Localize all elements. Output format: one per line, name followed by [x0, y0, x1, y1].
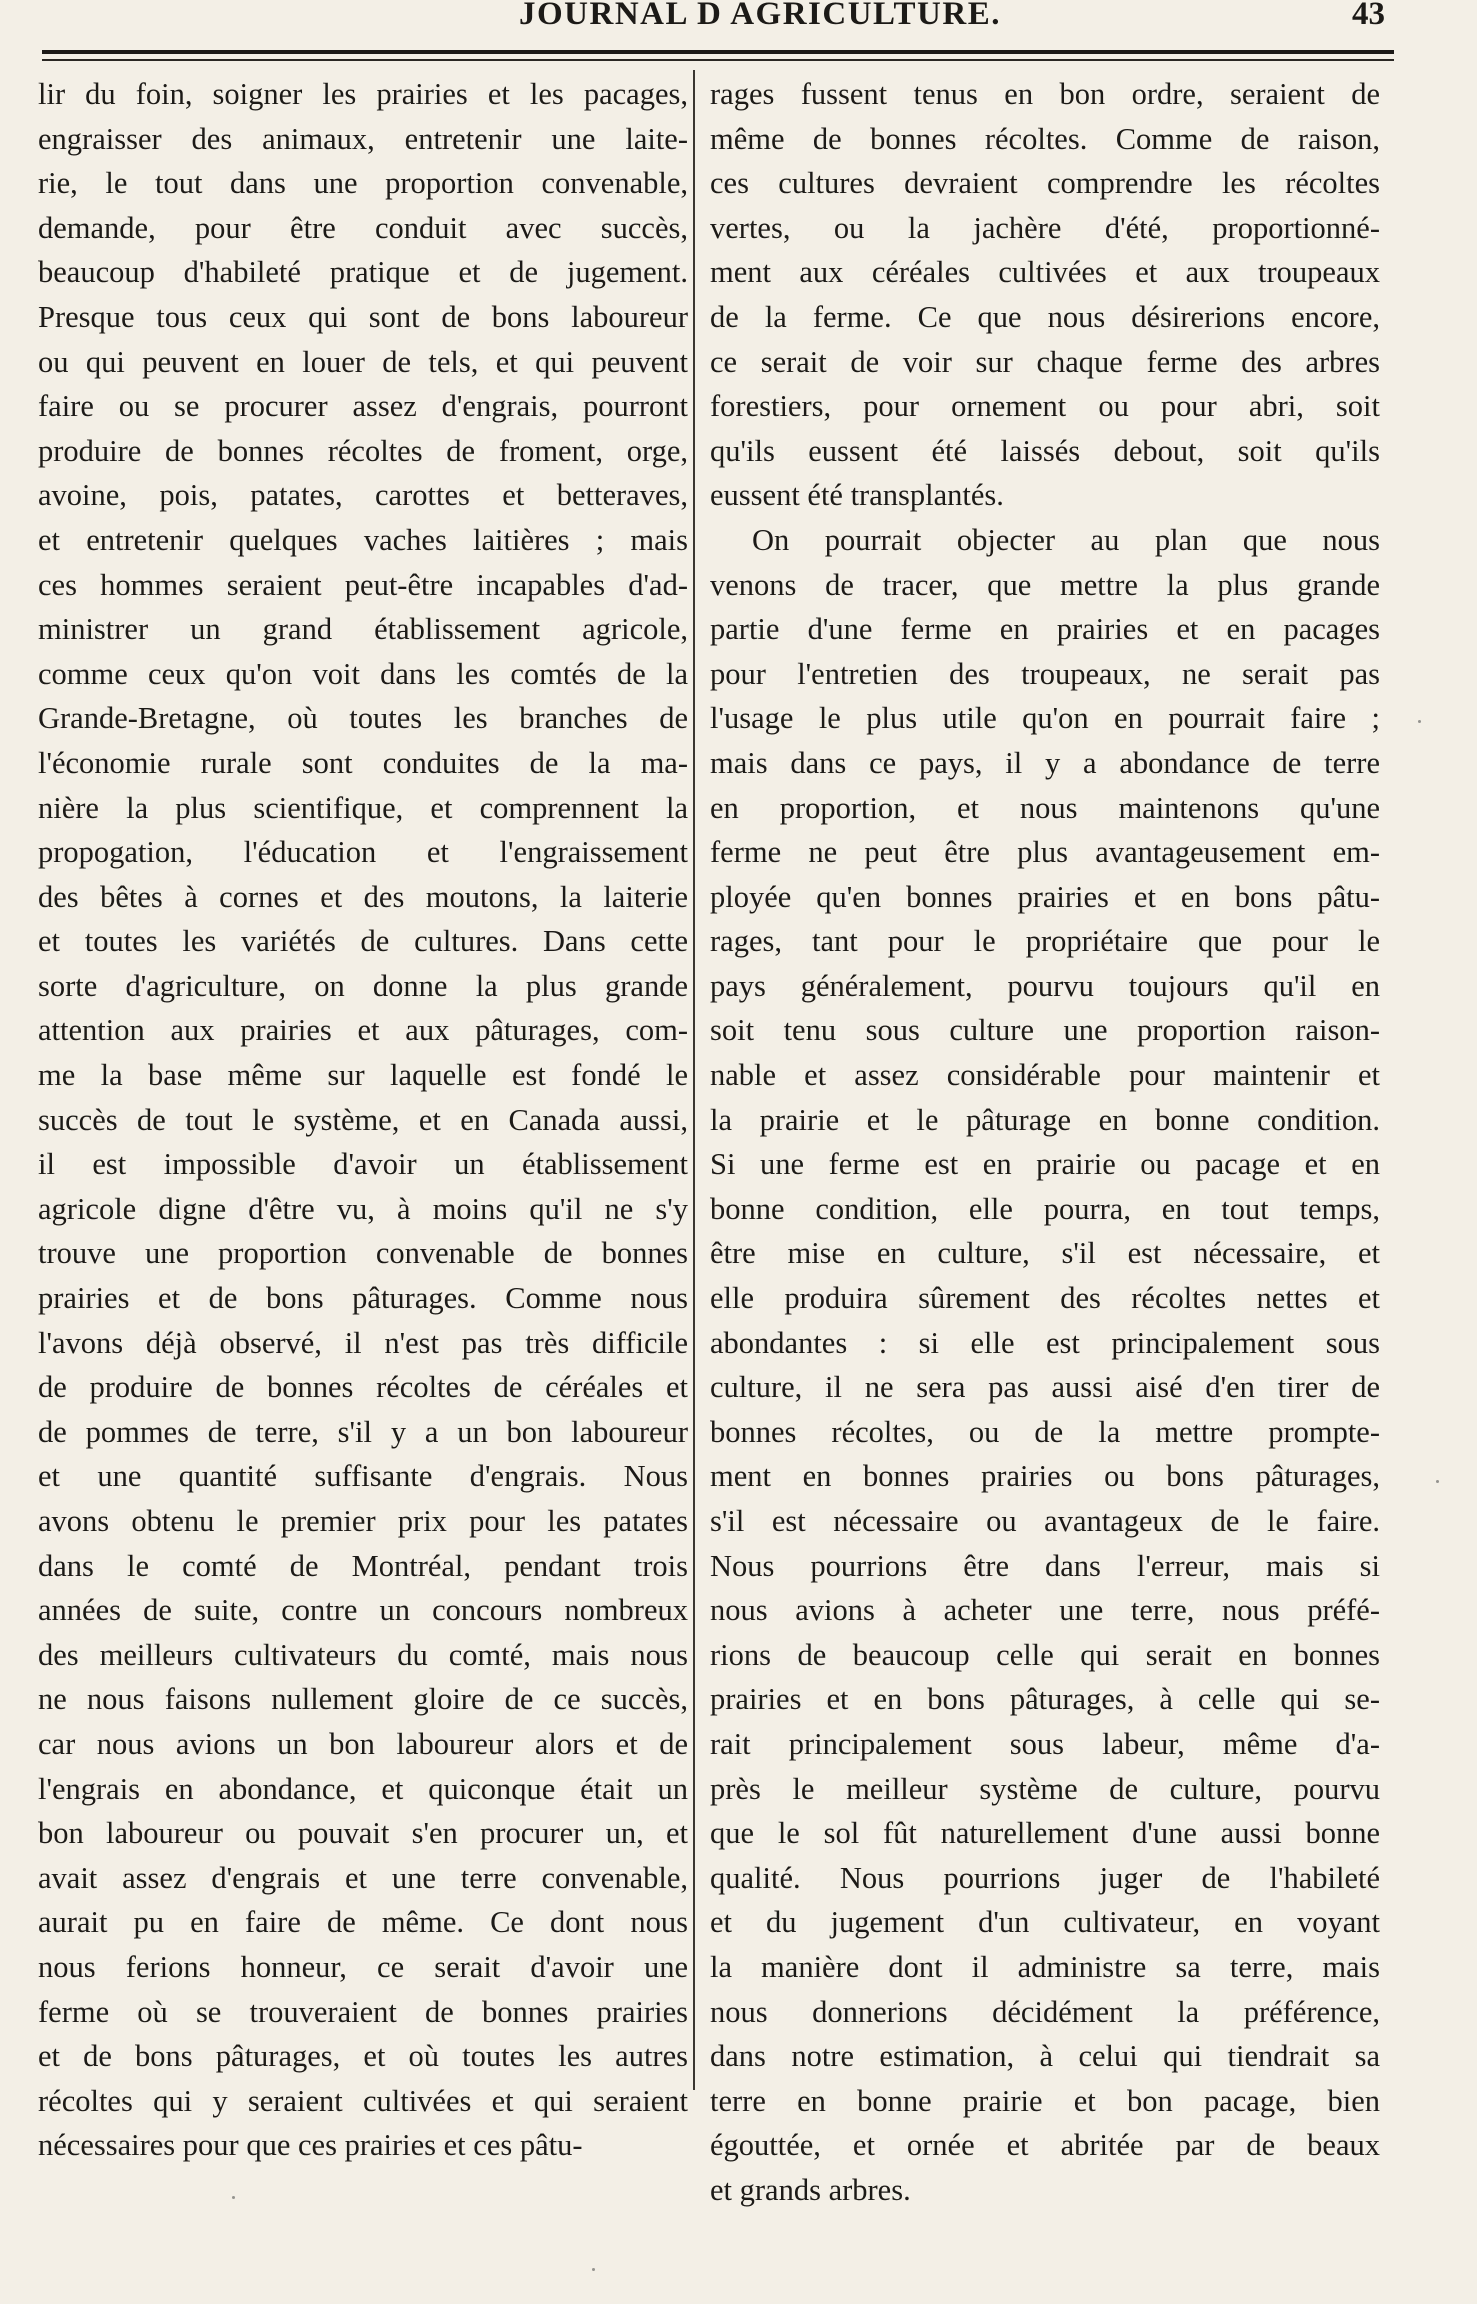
- text-line: avoine, pois, patates, carottes et betteraves,: [38, 478, 688, 513]
- text-line: trouve une proportion convenable de bonnes: [38, 1236, 688, 1271]
- text-line: l'avons déjà observé, il n'est pas très difficile: [38, 1325, 688, 1360]
- header-rule-thick: [42, 50, 1394, 54]
- text-line: ment aux céréales cultivées et aux troupeaux: [710, 255, 1380, 290]
- text-line: il est impossible d'avoir un établissement: [38, 1147, 688, 1182]
- text-line: lir du foin, soigner les prairies et les pacages,: [38, 77, 688, 111]
- text-line: Grande-Bretagne, où toutes les branches de: [38, 701, 688, 736]
- text-line: et grands arbres.: [710, 2172, 911, 2207]
- text-line: elle produira sûrement des récoltes nettes et: [710, 1281, 1380, 1316]
- text-line: et entretenir quelques vaches laitières ; mais: [38, 522, 688, 557]
- text-line: qu'ils eussent été laissés debout, soit qu'ils: [710, 433, 1380, 468]
- text-line: et de bons pâturages, et où toutes les autres: [38, 2039, 688, 2074]
- text-line: que le sol fût naturellement d'une aussi bonne: [710, 1816, 1380, 1851]
- text-line: produire de bonnes récoltes de froment, orge,: [38, 433, 688, 468]
- text-line: On pourrait objecter au plan que nous: [752, 522, 1380, 557]
- text-line: Si une ferme est en prairie ou pacage et en: [710, 1147, 1380, 1182]
- right-column: [710, 72, 1380, 2213]
- text-line: ministrer un grand établissement agricole,: [38, 612, 688, 647]
- text-line: l'économie rurale sont conduites de la ma-: [38, 745, 688, 780]
- text-line: avait assez d'engrais et une terre convenable,: [38, 1860, 688, 1895]
- text-line: culture, il ne sera pas aussi aisé d'en tirer de: [710, 1370, 1380, 1405]
- page-header: [0, 0, 1477, 42]
- text-line: abondantes : si elle est principalement sous: [710, 1325, 1380, 1360]
- print-speck: [1436, 1480, 1439, 1483]
- text-line: nous avions à acheter une terre, nous préfé-: [710, 1593, 1380, 1628]
- text-line: être mise en culture, s'il est nécessaire, et: [710, 1236, 1380, 1271]
- text-line: attention aux prairies et aux pâturages, com-: [38, 1013, 688, 1048]
- text-line: venons de tracer, que mettre la plus grande: [710, 567, 1380, 602]
- text-line: soit tenu sous culture une proportion raison-: [710, 1013, 1380, 1048]
- text-line: engraisser des animaux, entretenir une laite-: [38, 121, 688, 156]
- text-line: vertes, ou la jachère d'été, proportionné-: [710, 210, 1380, 245]
- text-line: la manière dont il administre sa terre, mais: [710, 1949, 1380, 1984]
- text-line: ces hommes seraient peut-être incapables d'ad-: [38, 567, 688, 602]
- text-line: des meilleurs cultivateurs du comté, mais nous: [38, 1637, 688, 1672]
- text-line: de produire de bonnes récoltes de céréales et: [38, 1370, 688, 1405]
- text-line: rages, tant pour le propriétaire que pour le: [710, 924, 1380, 959]
- text-line: prairies et de bons pâturages. Comme nous: [38, 1281, 688, 1316]
- text-line: récoltes qui y seraient cultivées et qui seraient: [38, 2083, 688, 2118]
- text-line: et une quantité suffisante d'engrais. Nous: [38, 1459, 688, 1494]
- text-line: me la base même sur laquelle est fondé le: [38, 1058, 688, 1093]
- text-line: dans le comté de Montréal, pendant trois: [38, 1548, 688, 1583]
- text-line: pour l'entretien des troupeaux, ne serait pas: [710, 656, 1380, 691]
- column-divider: [693, 70, 695, 2090]
- text-line: forestiers, pour ornement ou pour abri, soit: [710, 389, 1380, 424]
- text-line: partie d'une ferme en prairies et en pacages: [710, 612, 1380, 647]
- text-line: années de suite, contre un concours nombreux: [38, 1593, 688, 1628]
- text-line: égouttée, et ornée et abritée par de beaux: [710, 2128, 1380, 2163]
- text-line: des bêtes à cornes et des moutons, la laiterie: [38, 879, 688, 914]
- text-line: rait principalement sous labeur, même d'a-: [710, 1726, 1380, 1761]
- text-line: demande, pour être conduit avec succès,: [38, 210, 688, 245]
- text-line: prairies et en bons pâturages, à celle qui se-: [710, 1682, 1380, 1717]
- text-line: car nous avions un bon laboureur alors et de: [38, 1726, 688, 1761]
- print-speck: [1418, 720, 1421, 723]
- text-line: Nous pourrions être dans l'erreur, mais si: [710, 1548, 1380, 1583]
- text-line: faire ou se procurer assez d'engrais, pourront: [38, 389, 688, 424]
- text-line: propogation, l'éducation et l'engraissement: [38, 835, 688, 870]
- text-line: comme ceux qu'on voit dans les comtés de la: [38, 656, 688, 691]
- text-line: aurait pu en faire de même. Ce dont nous: [38, 1905, 688, 1940]
- text-line: ne nous faisons nullement gloire de ce succès,: [38, 1682, 688, 1717]
- text-line: sorte d'agriculture, on donne la plus grande: [38, 968, 688, 1003]
- text-line: l'usage le plus utile qu'on en pourrait faire ;: [710, 701, 1380, 736]
- text-line: mais dans ce pays, il y a abondance de terre: [710, 745, 1380, 780]
- text-line: même de bonnes récoltes. Comme de raison,: [710, 121, 1380, 156]
- print-speck: [232, 2196, 235, 2199]
- text-line: ferme ne peut être plus avantageusement em-: [710, 835, 1380, 870]
- text-line: et du jugement d'un cultivateur, en voyant: [710, 1905, 1380, 1940]
- text-line: nous ferions honneur, ce serait d'avoir une: [38, 1949, 688, 1984]
- text-line: ment en bonnes prairies ou bons pâturages,: [710, 1459, 1380, 1494]
- text-line: nous donnerions décidément la préférence,: [710, 1994, 1380, 2029]
- text-line: de pommes de terre, s'il y a un bon laboureur: [38, 1414, 688, 1449]
- text-line: nécessaires pour que ces prairies et ces pâtu-: [38, 2128, 583, 2163]
- text-line: avons obtenu le premier prix pour les patates: [38, 1504, 688, 1538]
- text-line: près le meilleur système de culture, pourvu: [710, 1771, 1380, 1806]
- print-speck: [592, 2268, 595, 2271]
- text-line: succès de tout le système, et en Canada aussi,: [38, 1102, 688, 1137]
- text-line: beaucoup d'habileté pratique et de jugement.: [38, 255, 688, 290]
- text-line: et toutes les variétés de cultures. Dans cette: [38, 924, 688, 959]
- text-line: bonnes récoltes, ou de la mettre prompte-: [710, 1414, 1380, 1449]
- text-line: nière la plus scientifique, et comprennent la: [38, 790, 688, 825]
- text-line: ce serait de voir sur chaque ferme des arbres: [710, 344, 1380, 379]
- text-line: rie, le tout dans une proportion convenable,: [38, 166, 688, 201]
- text-line: agricole digne d'être vu, à moins qu'il ne s'y: [38, 1191, 688, 1226]
- page-number: 43: [1352, 0, 1385, 32]
- text-line: dans notre estimation, à celui qui tiendrait sa: [710, 2039, 1380, 2074]
- text-line: bonne condition, elle pourra, en tout temps,: [710, 1191, 1380, 1226]
- text-line: eussent été transplantés.: [710, 478, 1004, 513]
- text-line: s'il est nécessaire ou avantageux de le faire.: [710, 1504, 1380, 1538]
- text-line: Presque tous ceux qui sont de bons laboureur: [38, 299, 688, 334]
- text-line: la prairie et le pâturage en bonne condition.: [710, 1102, 1380, 1137]
- running-title: JOURNAL D AGRICULTURE.: [519, 0, 1001, 32]
- text-line: l'engrais en abondance, et quiconque était un: [38, 1771, 688, 1806]
- text-line: terre en bonne prairie et bon pacage, bien: [710, 2083, 1380, 2118]
- text-line: en proportion, et nous maintenons qu'une: [710, 790, 1380, 825]
- text-line: ou qui peuvent en louer de tels, et qui peuvent: [38, 344, 688, 379]
- text-line: ferme où se trouveraient de bonnes prairies: [38, 1994, 688, 2029]
- text-line: ces cultures devraient comprendre les récoltes: [710, 166, 1380, 201]
- header-rule-thin: [42, 59, 1394, 61]
- text-line: bon laboureur ou pouvait s'en procurer un, et: [38, 1816, 688, 1851]
- text-line: ployée qu'en bonnes prairies et en bons pâtu-: [710, 879, 1380, 914]
- text-line: rages fussent tenus en bon ordre, seraient de: [710, 77, 1380, 111]
- text-line: qualité. Nous pourrions juger de l'habileté: [710, 1860, 1380, 1895]
- text-line: nable et assez considérable pour maintenir et: [710, 1058, 1380, 1093]
- text-line: de la ferme. Ce que nous désirerions encore,: [710, 299, 1380, 334]
- text-line: pays généralement, pourvu toujours qu'il en: [710, 968, 1380, 1003]
- text-line: rions de beaucoup celle qui serait en bonnes: [710, 1637, 1380, 1672]
- left-column: [38, 72, 688, 2168]
